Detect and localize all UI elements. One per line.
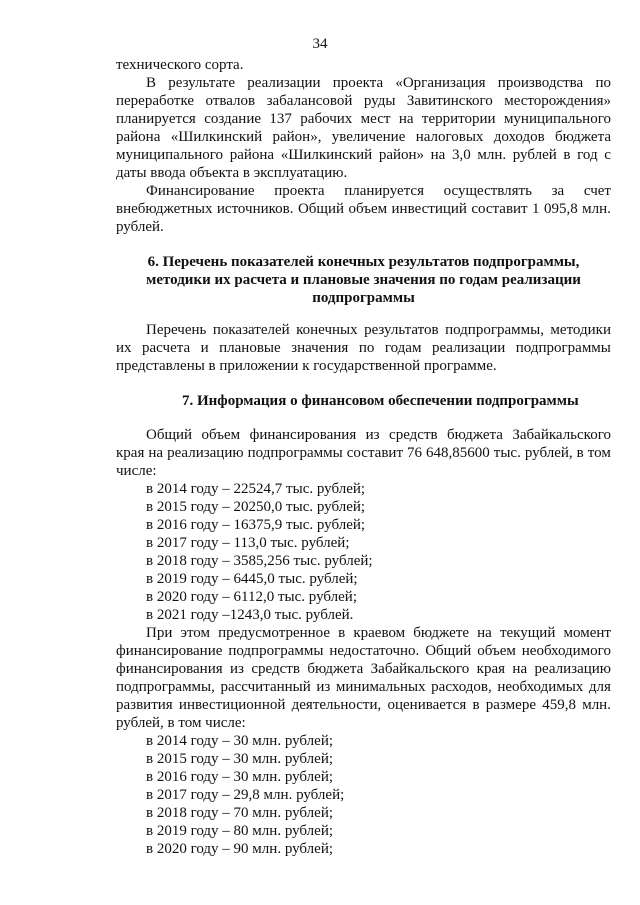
word: муниципального <box>503 111 611 127</box>
word: рублей, <box>524 445 573 461</box>
word: из <box>365 427 380 443</box>
word: реализацию <box>534 661 611 677</box>
word: их <box>116 340 132 356</box>
word: тыс. <box>493 445 521 461</box>
word: млн. <box>477 147 507 163</box>
text-line: технического сорта. <box>116 57 244 73</box>
word: объем <box>201 427 241 443</box>
word: на <box>148 445 164 461</box>
justified-line <box>116 147 611 164</box>
word: подпрограммы, <box>116 679 215 695</box>
list-item: в 2019 году – 6445,0 тыс. рублей; <box>146 571 358 587</box>
word: 459,8 <box>542 697 576 713</box>
word: источников. <box>216 201 294 217</box>
word: Общий <box>297 201 345 217</box>
justified-line <box>116 201 611 218</box>
word: подпрограммы, <box>445 322 544 338</box>
word: территории <box>421 111 496 127</box>
word: подпрограммы <box>515 340 611 356</box>
word: бюджета <box>555 129 611 145</box>
word: с <box>604 147 611 163</box>
list-item: в 2014 году – 22524,7 тыс. рублей; <box>146 481 366 497</box>
word: реализации <box>431 340 506 356</box>
word: При <box>146 625 173 641</box>
justified-line <box>116 340 611 357</box>
word: плановые <box>219 340 281 356</box>
section-heading: 7. Информация о финансовом обеспечении подпрограммы <box>182 393 579 409</box>
word: Финансирование <box>146 183 255 199</box>
word: инвестиционной <box>178 697 286 713</box>
word: Забайкальского <box>512 427 611 443</box>
word: осуществлять <box>443 183 532 199</box>
word: за <box>551 183 565 199</box>
word: предусмотренное <box>218 625 331 641</box>
word: по <box>358 340 375 356</box>
list-item: в 2017 году – 113,0 тыс. рублей; <box>146 535 350 551</box>
word: муниципального <box>116 147 224 163</box>
section-heading: 6. Перечень показателей конечных результатов подпрограммы, <box>147 254 580 270</box>
word: 648,85600 <box>426 445 490 461</box>
word: 137 <box>269 111 292 127</box>
justified-line <box>116 427 611 444</box>
word: результатов <box>364 322 439 338</box>
list-item: в 2014 году – 30 млн. рублей; <box>146 733 334 749</box>
word: края <box>116 445 145 461</box>
word: размере <box>485 697 536 713</box>
word: в <box>576 445 584 461</box>
justified-line <box>116 625 611 642</box>
word: текущий <box>499 625 556 641</box>
page-number: 34 <box>312 36 328 52</box>
text-line: представлены в приложении к государственной программе. <box>116 358 497 374</box>
word: необходимого <box>521 643 611 659</box>
word: района <box>229 147 275 163</box>
word: методики <box>550 322 611 338</box>
justified-line <box>116 445 611 462</box>
word: руды <box>363 93 396 109</box>
list-item: в 2017 году – 29,8 млн. рублей; <box>146 787 345 803</box>
word: на <box>477 625 492 641</box>
word: забалансовой <box>266 93 353 109</box>
word: результате <box>168 75 236 91</box>
justified-line <box>116 697 611 714</box>
word: подпрограммы <box>228 643 324 659</box>
text-line: рублей, в том числе: <box>116 715 246 731</box>
word: год <box>577 147 598 163</box>
word: конечных <box>296 322 358 338</box>
text-line: рублей. <box>116 219 164 235</box>
word: расчета <box>142 340 191 356</box>
word: по <box>595 75 611 91</box>
justified-line <box>116 111 611 128</box>
word: мест <box>360 111 391 127</box>
word: реализации <box>247 75 321 91</box>
word: бюджета <box>447 427 503 443</box>
text-line: числе: <box>116 463 157 479</box>
word: показателей <box>212 322 290 338</box>
word: район» <box>378 147 425 163</box>
word: значения <box>291 340 349 356</box>
word: внебюджетных <box>116 201 213 217</box>
word: составит <box>471 201 528 217</box>
word: 1 <box>532 201 540 217</box>
word: месторождения» <box>504 93 611 109</box>
word: рабочих <box>300 111 353 127</box>
word: средств <box>389 427 438 443</box>
word: инвестиций <box>391 201 467 217</box>
word: Общий <box>425 643 472 659</box>
word: Перечень <box>146 322 207 338</box>
word: на <box>398 111 414 127</box>
word: счет <box>583 183 611 199</box>
word: рублей <box>512 147 557 163</box>
word: недостаточно. <box>329 643 420 659</box>
word: составит <box>346 445 403 461</box>
word: для <box>588 679 611 695</box>
word: и <box>200 340 209 356</box>
justified-line <box>116 183 611 200</box>
word: 3,0 <box>451 147 471 163</box>
word: края <box>476 661 506 677</box>
word: бюджета <box>307 661 364 677</box>
justified-line <box>116 322 611 339</box>
word: из <box>230 661 244 677</box>
word: минимальных <box>335 679 426 695</box>
word: краевом <box>353 625 406 641</box>
justified-line <box>116 93 611 110</box>
word: рассчитанный <box>220 679 311 695</box>
word: доходов <box>493 129 545 145</box>
list-item: в 2015 году – 30 млн. рублей; <box>146 751 334 767</box>
word: финансирование <box>116 643 223 659</box>
word: оценивается <box>387 697 467 713</box>
list-item: в 2018 году – 3585,256 тыс. рублей; <box>146 553 373 569</box>
word: объем <box>477 643 516 659</box>
word: расходов, <box>431 679 492 695</box>
word: производства <box>497 75 584 91</box>
word: подпрограммы <box>247 445 343 461</box>
word: на <box>512 661 528 677</box>
word: момент <box>563 625 611 641</box>
word: «Организация <box>395 75 486 91</box>
word: развития <box>116 697 173 713</box>
word: 76 <box>407 445 423 461</box>
list-item: в 2015 году – 20250,0 тыс. рублей; <box>146 499 366 515</box>
justified-line <box>116 661 611 678</box>
justified-line <box>116 643 611 660</box>
word: планируется <box>344 183 424 199</box>
word: Забайкальского <box>370 661 470 677</box>
word: района <box>116 129 161 145</box>
word: необходимых <box>497 679 584 695</box>
word: бюджете <box>413 625 470 641</box>
list-item: в 2018 году – 70 млн. рублей; <box>146 805 334 821</box>
word: район», <box>272 129 322 145</box>
justified-line <box>116 679 611 696</box>
word: финансирования <box>116 661 223 677</box>
list-item: в 2021 году –1243,0 тыс. рублей. <box>146 607 354 623</box>
word: проекта <box>332 75 384 91</box>
word: «Шилкинский <box>170 129 263 145</box>
text-line: даты ввода объекта в эксплуатацию. <box>116 165 348 181</box>
word: планируется <box>116 111 196 127</box>
word: увеличение <box>331 129 406 145</box>
word: «Шилкинский <box>280 147 373 163</box>
word: средств <box>251 661 300 677</box>
word: из <box>316 679 331 695</box>
word: в <box>338 625 346 641</box>
justified-line <box>116 129 611 146</box>
list-item: в 2016 году – 16375,9 тыс. рублей; <box>146 517 366 533</box>
word: этом <box>180 625 211 641</box>
word: создание <box>204 111 262 127</box>
word: на <box>430 147 446 163</box>
word: финансирования <box>249 427 357 443</box>
section-heading: методики их расчета и плановые значения по годам реализации <box>146 272 581 288</box>
word: в <box>563 147 571 163</box>
word: годам <box>384 340 422 356</box>
list-item: в 2020 году – 6112,0 тыс. рублей; <box>146 589 357 605</box>
word: деятельности, <box>291 697 382 713</box>
list-item: в 2016 году – 30 млн. рублей; <box>146 769 334 785</box>
word: В <box>146 75 157 91</box>
word: млн. <box>582 201 611 217</box>
word: 095,8 <box>543 201 578 217</box>
section-heading: подпрограммы <box>312 290 415 306</box>
word: в <box>472 697 480 713</box>
word: отвалов <box>205 93 256 109</box>
word: млн. <box>582 697 611 713</box>
word: налоговых <box>415 129 484 145</box>
word: Общий <box>146 427 193 443</box>
word: том <box>587 445 611 461</box>
word: переработке <box>116 93 195 109</box>
list-item: в 2019 году – 80 млн. рублей; <box>146 823 334 839</box>
justified-line <box>116 75 611 92</box>
word: реализацию <box>167 445 244 461</box>
word: Завитинского <box>406 93 493 109</box>
list-item: в 2020 году – 90 млн. рублей; <box>146 841 334 857</box>
word: объем <box>348 201 388 217</box>
word: проекта <box>274 183 325 199</box>
